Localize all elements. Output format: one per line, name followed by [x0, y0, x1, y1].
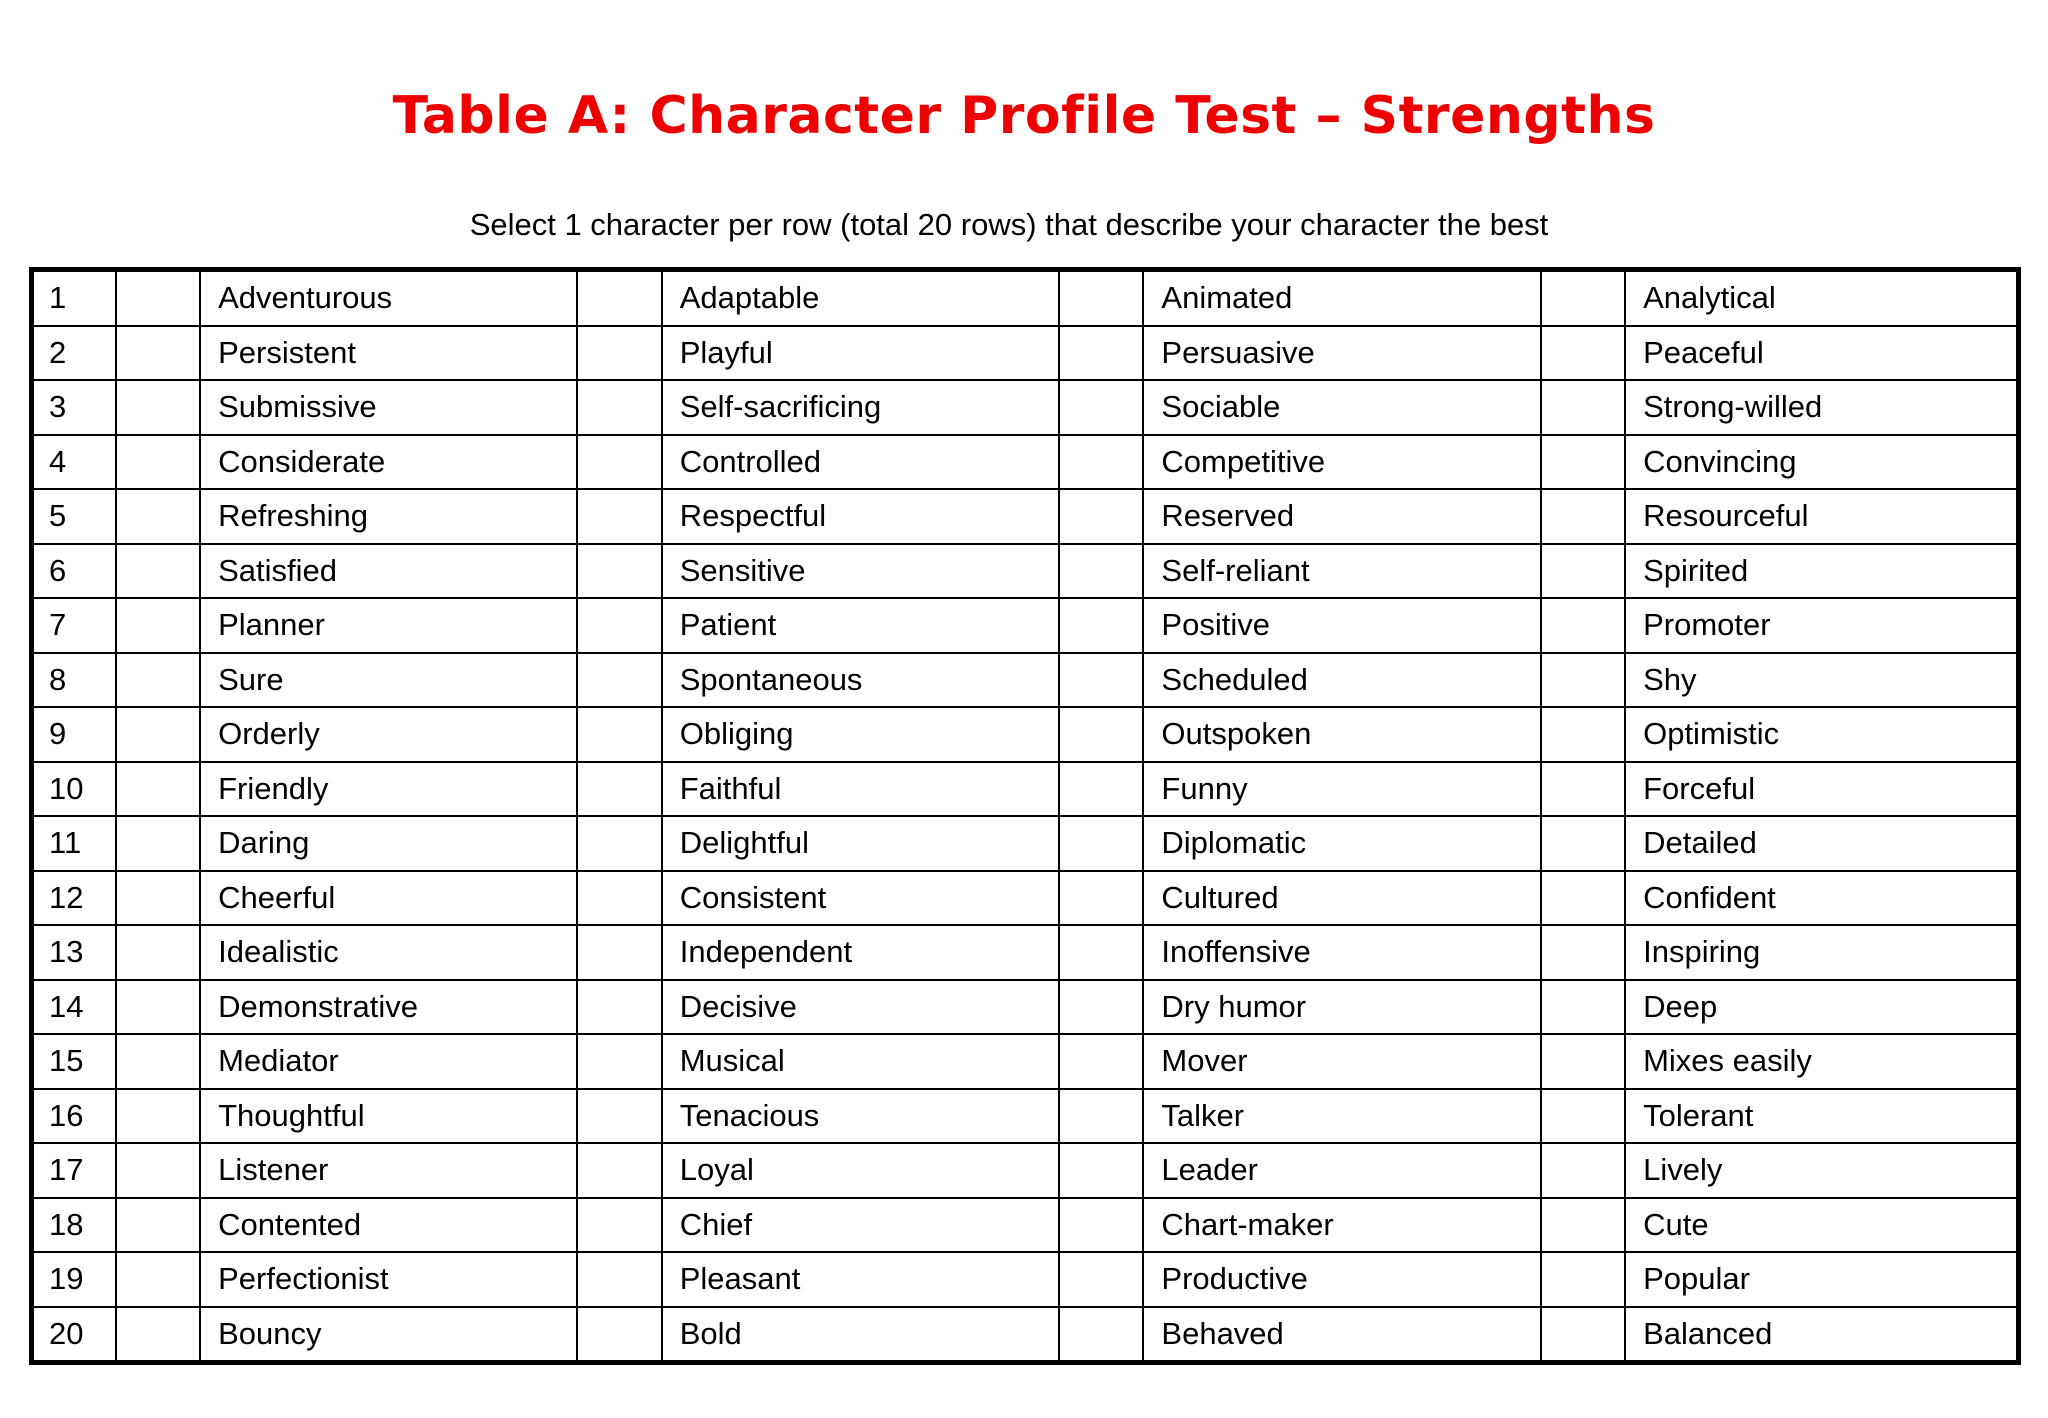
trait-word: Daring: [200, 816, 577, 871]
table-row: [32, 544, 2019, 599]
row-number: 12: [32, 871, 116, 926]
selection-cell[interactable]: [1059, 925, 1143, 980]
selection-cell[interactable]: [1059, 653, 1143, 708]
trait-word: Perfectionist: [200, 1252, 577, 1307]
table-row: [32, 1252, 2019, 1307]
selection-cell[interactable]: [1541, 762, 1625, 817]
selection-cell[interactable]: [1059, 816, 1143, 871]
row-number: 11: [32, 816, 116, 871]
selection-cell[interactable]: [1541, 380, 1625, 435]
selection-cell[interactable]: [116, 435, 200, 490]
trait-word: Sure: [200, 653, 577, 708]
selection-cell[interactable]: [1059, 1252, 1143, 1307]
selection-cell[interactable]: [116, 1034, 200, 1089]
trait-word: Dry humor: [1143, 980, 1540, 1035]
row-number: 8: [32, 653, 116, 708]
selection-cell[interactable]: [116, 980, 200, 1035]
trait-word: Mediator: [200, 1034, 577, 1089]
trait-word: Listener: [200, 1143, 577, 1198]
trait-word: Obliging: [662, 707, 1059, 762]
trait-word: Inoffensive: [1143, 925, 1540, 980]
table-row: [32, 1143, 2019, 1198]
trait-word: Cute: [1625, 1198, 2018, 1253]
selection-cell[interactable]: [1541, 1034, 1625, 1089]
trait-word: Adaptable: [662, 270, 1059, 326]
trait-word: Bold: [662, 1307, 1059, 1363]
trait-word: Sensitive: [662, 544, 1059, 599]
trait-word: Peaceful: [1625, 326, 2018, 381]
trait-word: Cultured: [1143, 871, 1540, 926]
trait-word: Tenacious: [662, 1089, 1059, 1144]
trait-word: Cheerful: [200, 871, 577, 926]
selection-cell[interactable]: [1059, 1143, 1143, 1198]
row-number: 9: [32, 707, 116, 762]
selection-cell[interactable]: [1059, 270, 1143, 326]
selection-cell[interactable]: [1059, 544, 1143, 599]
selection-cell[interactable]: [116, 1252, 200, 1307]
trait-word: Scheduled: [1143, 653, 1540, 708]
row-number: 18: [32, 1198, 116, 1253]
table-row: [32, 980, 2019, 1035]
selection-cell[interactable]: [577, 1089, 661, 1144]
trait-word: Balanced: [1625, 1307, 2018, 1363]
trait-word: Spontaneous: [662, 653, 1059, 708]
trait-word: Decisive: [662, 980, 1059, 1035]
trait-word: Controlled: [662, 435, 1059, 490]
selection-cell[interactable]: [577, 653, 661, 708]
selection-cell[interactable]: [1541, 270, 1625, 326]
selection-cell[interactable]: [116, 653, 200, 708]
trait-word: Talker: [1143, 1089, 1540, 1144]
row-number: 20: [32, 1307, 116, 1363]
row-number: 15: [32, 1034, 116, 1089]
selection-cell[interactable]: [577, 707, 661, 762]
trait-word: Outspoken: [1143, 707, 1540, 762]
trait-word: Delightful: [662, 816, 1059, 871]
trait-word: Submissive: [200, 380, 577, 435]
selection-cell[interactable]: [116, 380, 200, 435]
row-number: 7: [32, 598, 116, 653]
selection-cell[interactable]: [116, 326, 200, 381]
table-row: [32, 1307, 2019, 1363]
trait-word: Independent: [662, 925, 1059, 980]
selection-cell[interactable]: [1059, 489, 1143, 544]
selection-cell[interactable]: [577, 489, 661, 544]
table-row: [32, 326, 2019, 381]
trait-word: Diplomatic: [1143, 816, 1540, 871]
selection-cell[interactable]: [1059, 598, 1143, 653]
trait-word: Strong-willed: [1625, 380, 2018, 435]
trait-word: Self-reliant: [1143, 544, 1540, 599]
row-number: 1: [32, 270, 116, 326]
page-title: Table A: Character Profile Test – Strengths: [392, 86, 1656, 146]
row-number: 5: [32, 489, 116, 544]
selection-cell[interactable]: [1541, 1089, 1625, 1144]
selection-cell[interactable]: [1541, 980, 1625, 1035]
instruction-text: Select 1 character per row (total 20 rows) that describe your character the best: [469, 207, 1549, 242]
trait-word: Tolerant: [1625, 1089, 2018, 1144]
selection-cell[interactable]: [577, 1198, 661, 1253]
trait-word: Adventurous: [200, 270, 577, 326]
trait-word: Persuasive: [1143, 326, 1540, 381]
selection-cell[interactable]: [1059, 1034, 1143, 1089]
selection-cell[interactable]: [1059, 435, 1143, 490]
row-number: 19: [32, 1252, 116, 1307]
selection-cell[interactable]: [116, 816, 200, 871]
trait-word: Friendly: [200, 762, 577, 817]
trait-word: Planner: [200, 598, 577, 653]
selection-cell[interactable]: [577, 871, 661, 926]
strengths-table: [29, 267, 2021, 1365]
trait-word: Considerate: [200, 435, 577, 490]
selection-cell[interactable]: [1541, 653, 1625, 708]
trait-word: Promoter: [1625, 598, 2018, 653]
trait-word: Thoughtful: [200, 1089, 577, 1144]
row-number: 6: [32, 544, 116, 599]
selection-cell[interactable]: [577, 1034, 661, 1089]
trait-word: Orderly: [200, 707, 577, 762]
trait-word: Persistent: [200, 326, 577, 381]
table-row: [32, 380, 2019, 435]
selection-cell[interactable]: [577, 544, 661, 599]
selection-cell[interactable]: [1541, 816, 1625, 871]
table-row: [32, 871, 2019, 926]
selection-cell[interactable]: [1059, 326, 1143, 381]
selection-cell[interactable]: [116, 1089, 200, 1144]
table-row: [32, 489, 2019, 544]
row-number: 14: [32, 980, 116, 1035]
row-number: 4: [32, 435, 116, 490]
trait-word: Chart-maker: [1143, 1198, 1540, 1253]
selection-cell[interactable]: [1541, 1198, 1625, 1253]
trait-word: Playful: [662, 326, 1059, 381]
trait-word: Shy: [1625, 653, 2018, 708]
selection-cell[interactable]: [1059, 1307, 1143, 1363]
table-row: [32, 1198, 2019, 1253]
selection-cell[interactable]: [116, 1307, 200, 1363]
trait-word: Funny: [1143, 762, 1540, 817]
selection-cell[interactable]: [116, 707, 200, 762]
table-row: [32, 1034, 2019, 1089]
selection-cell[interactable]: [1059, 980, 1143, 1035]
selection-cell[interactable]: [116, 544, 200, 599]
row-number: 2: [32, 326, 116, 381]
row-number: 16: [32, 1089, 116, 1144]
selection-cell[interactable]: [1541, 489, 1625, 544]
trait-word: Popular: [1625, 1252, 2018, 1307]
selection-cell[interactable]: [116, 1198, 200, 1253]
trait-word: Mover: [1143, 1034, 1540, 1089]
selection-cell[interactable]: [1541, 435, 1625, 490]
trait-word: Chief: [662, 1198, 1059, 1253]
selection-cell[interactable]: [116, 871, 200, 926]
selection-cell[interactable]: [1541, 925, 1625, 980]
selection-cell[interactable]: [1541, 544, 1625, 599]
selection-cell[interactable]: [577, 598, 661, 653]
selection-cell[interactable]: [1059, 871, 1143, 926]
table-row: [32, 762, 2019, 817]
selection-cell[interactable]: [577, 326, 661, 381]
selection-cell[interactable]: [1059, 707, 1143, 762]
trait-word: Idealistic: [200, 925, 577, 980]
row-number: 17: [32, 1143, 116, 1198]
selection-cell[interactable]: [1541, 1143, 1625, 1198]
trait-word: Loyal: [662, 1143, 1059, 1198]
selection-cell[interactable]: [577, 435, 661, 490]
selection-cell[interactable]: [577, 980, 661, 1035]
selection-cell[interactable]: [577, 270, 661, 326]
trait-word: Musical: [662, 1034, 1059, 1089]
table-row: [32, 816, 2019, 871]
trait-word: Convincing: [1625, 435, 2018, 490]
trait-word: Behaved: [1143, 1307, 1540, 1363]
selection-cell[interactable]: [116, 1143, 200, 1198]
selection-cell[interactable]: [577, 1252, 661, 1307]
trait-word: Spirited: [1625, 544, 2018, 599]
row-number: 10: [32, 762, 116, 817]
trait-word: Optimistic: [1625, 707, 2018, 762]
table-row: [32, 925, 2019, 980]
trait-word: Consistent: [662, 871, 1059, 926]
trait-word: Respectful: [662, 489, 1059, 544]
trait-word: Leader: [1143, 1143, 1540, 1198]
selection-cell[interactable]: [1541, 598, 1625, 653]
selection-cell[interactable]: [577, 1143, 661, 1198]
selection-cell[interactable]: [116, 925, 200, 980]
table-row: [32, 653, 2019, 708]
selection-cell[interactable]: [1059, 1089, 1143, 1144]
trait-word: Contented: [200, 1198, 577, 1253]
trait-word: Patient: [662, 598, 1059, 653]
table-row: [32, 598, 2019, 653]
selection-cell[interactable]: [577, 762, 661, 817]
selection-cell[interactable]: [577, 816, 661, 871]
trait-word: Self-sacrificing: [662, 380, 1059, 435]
selection-cell[interactable]: [577, 1307, 661, 1363]
selection-cell[interactable]: [116, 762, 200, 817]
trait-word: Confident: [1625, 871, 2018, 926]
trait-word: Detailed: [1625, 816, 2018, 871]
table-row: [32, 270, 2019, 326]
selection-cell[interactable]: [1541, 1252, 1625, 1307]
table-body: [32, 270, 2019, 1363]
trait-word: Analytical: [1625, 270, 2018, 326]
selection-cell[interactable]: [1541, 871, 1625, 926]
trait-word: Satisfied: [200, 544, 577, 599]
trait-word: Forceful: [1625, 762, 2018, 817]
selection-cell[interactable]: [116, 270, 200, 326]
trait-word: Demonstrative: [200, 980, 577, 1035]
selection-cell[interactable]: [1059, 1198, 1143, 1253]
selection-cell[interactable]: [1541, 707, 1625, 762]
trait-word: Productive: [1143, 1252, 1540, 1307]
selection-cell[interactable]: [116, 598, 200, 653]
table-row: [32, 1089, 2019, 1144]
row-number: 3: [32, 380, 116, 435]
trait-word: Mixes easily: [1625, 1034, 2018, 1089]
selection-cell[interactable]: [577, 380, 661, 435]
trait-word: Animated: [1143, 270, 1540, 326]
table-row: [32, 435, 2019, 490]
selection-cell[interactable]: [116, 489, 200, 544]
trait-word: Positive: [1143, 598, 1540, 653]
trait-word: Sociable: [1143, 380, 1540, 435]
trait-word: Reserved: [1143, 489, 1540, 544]
selection-cell[interactable]: [1541, 326, 1625, 381]
trait-word: Bouncy: [200, 1307, 577, 1363]
row-number: 13: [32, 925, 116, 980]
selection-cell[interactable]: [577, 925, 661, 980]
trait-word: Resourceful: [1625, 489, 2018, 544]
trait-word: Lively: [1625, 1143, 2018, 1198]
trait-word: Inspiring: [1625, 925, 2018, 980]
selection-cell[interactable]: [1541, 1307, 1625, 1363]
table-row: [32, 707, 2019, 762]
trait-word: Deep: [1625, 980, 2018, 1035]
selection-cell[interactable]: [1059, 380, 1143, 435]
trait-word: Faithful: [662, 762, 1059, 817]
trait-word: Competitive: [1143, 435, 1540, 490]
selection-cell[interactable]: [1059, 762, 1143, 817]
trait-word: Pleasant: [662, 1252, 1059, 1307]
trait-word: Refreshing: [200, 489, 577, 544]
